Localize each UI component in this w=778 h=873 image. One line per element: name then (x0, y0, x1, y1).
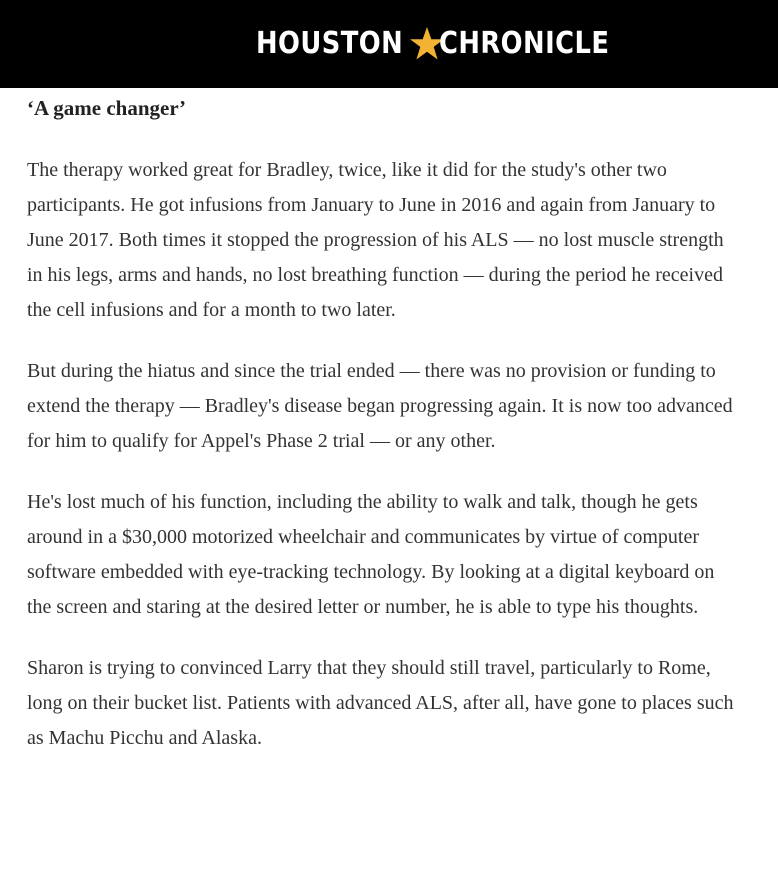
article-paragraph: He's lost much of his function, including the ability to walk and talk, though he gets around in a $30,000 motorized wheelchair and communicates by virtue of computer software embedded with eye-tracking technology. By looking at a digital keyboard on the screen and staring at the desired letter or number, he is able to type his thoughts. (27, 491, 715, 618)
article-paragraph: Sharon is trying to convinced Larry that they should still travel, particularly to Rome, long on their bucket list. Patients with advanced ALS, after all, have gone to places such as Machu Picchu and Alaska. (27, 657, 734, 749)
logo-word-chronicle: CHRONICLE (439, 26, 610, 61)
article-subhead: ‘A game changer’ (27, 96, 187, 120)
logo-word-houston: HOUSTON (256, 26, 404, 61)
masthead (0, 0, 778, 88)
houston-chronicle-logo[interactable] (256, 24, 637, 64)
article-paragraph: The therapy worked great for Bradley, twice, like it did for the study's other two participants. He got infusions from January to June in 2016 and again from January to June 2017. Both times it stopped the progression of his ALS — no lost muscle strength in his legs, arms and hands, no lost breathing function — during the period he received the cell infusions and for a month to two later. (27, 159, 724, 321)
article-body (27, 92, 742, 782)
article-paragraph: But during the hiatus and since the trial ended — there was no provision or funding to extend the therapy — Bradley's disease began progressing again. It is now too advanced for him to qualify for Appel's Phase 2 trial — or any other. (27, 360, 733, 452)
